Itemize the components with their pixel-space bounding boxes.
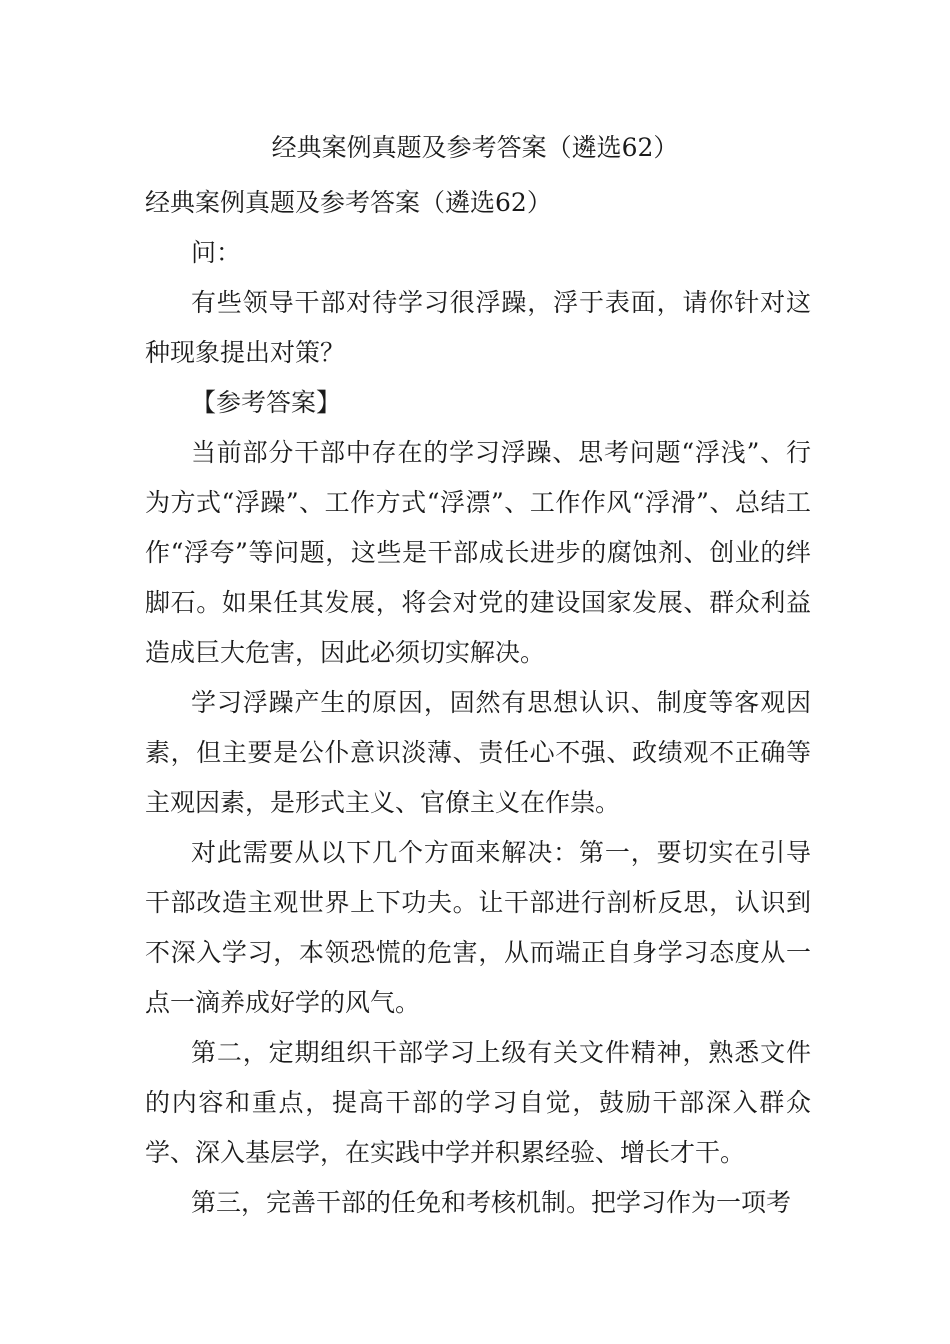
document-title: 经典案例真题及参考答案（遴选62）: [271, 133, 679, 162]
question-label: 问：: [191, 238, 242, 267]
answer-paragraph: 对此需要从以下几个方面来解决：第一，要切实在引导干部改造主观世界上下功夫。让干部进行剖析反思，认识到不深入学习，本领恐慌的危害，从而端正自身学习态度从一点一滴养成好学的风气。: [145, 838, 811, 1017]
answer-paragraph: 第二，定期组织干部学习上级有关文件精神，熟悉文件的内容和重点，提高干部的学习自觉，鼓励干部深入群众学、深入基层学，在实践中学并积累经验、增长才干。: [145, 1038, 811, 1167]
document-subtitle: 经典案例真题及参考答案（遴选62）: [145, 188, 552, 217]
answer-paragraph: 第三，完善干部的任免和考核机制。把学习作为一项考: [191, 1188, 792, 1217]
question-text: 有些领导干部对待学习很浮躁，浮于表面，请你针对这种现象提出对策？: [145, 288, 811, 367]
document-body: [145, 178, 811, 1228]
answer-label: 【参考答案】: [191, 388, 342, 417]
answer-paragraph: 学习浮躁产生的原因，固然有思想认识、制度等客观因素，但主要是公仆意识淡薄、责任心不强、政绩观不正确等主观因素，是形式主义、官僚主义在作祟。: [145, 688, 811, 817]
answer-paragraph: 当前部分干部中存在的学习浮躁、思考问题“浮浅”、行为方式“浮躁”、工作方式“浮漂”、工作作风“浮滑”、总结工作“浮夸”等问题，这些是干部成长进步的腐蚀剂、创业的绊脚石。如果任其发展，将会对党的建设国家发展、群众利益造成巨大危害，因此必须切实解决。: [145, 438, 811, 667]
